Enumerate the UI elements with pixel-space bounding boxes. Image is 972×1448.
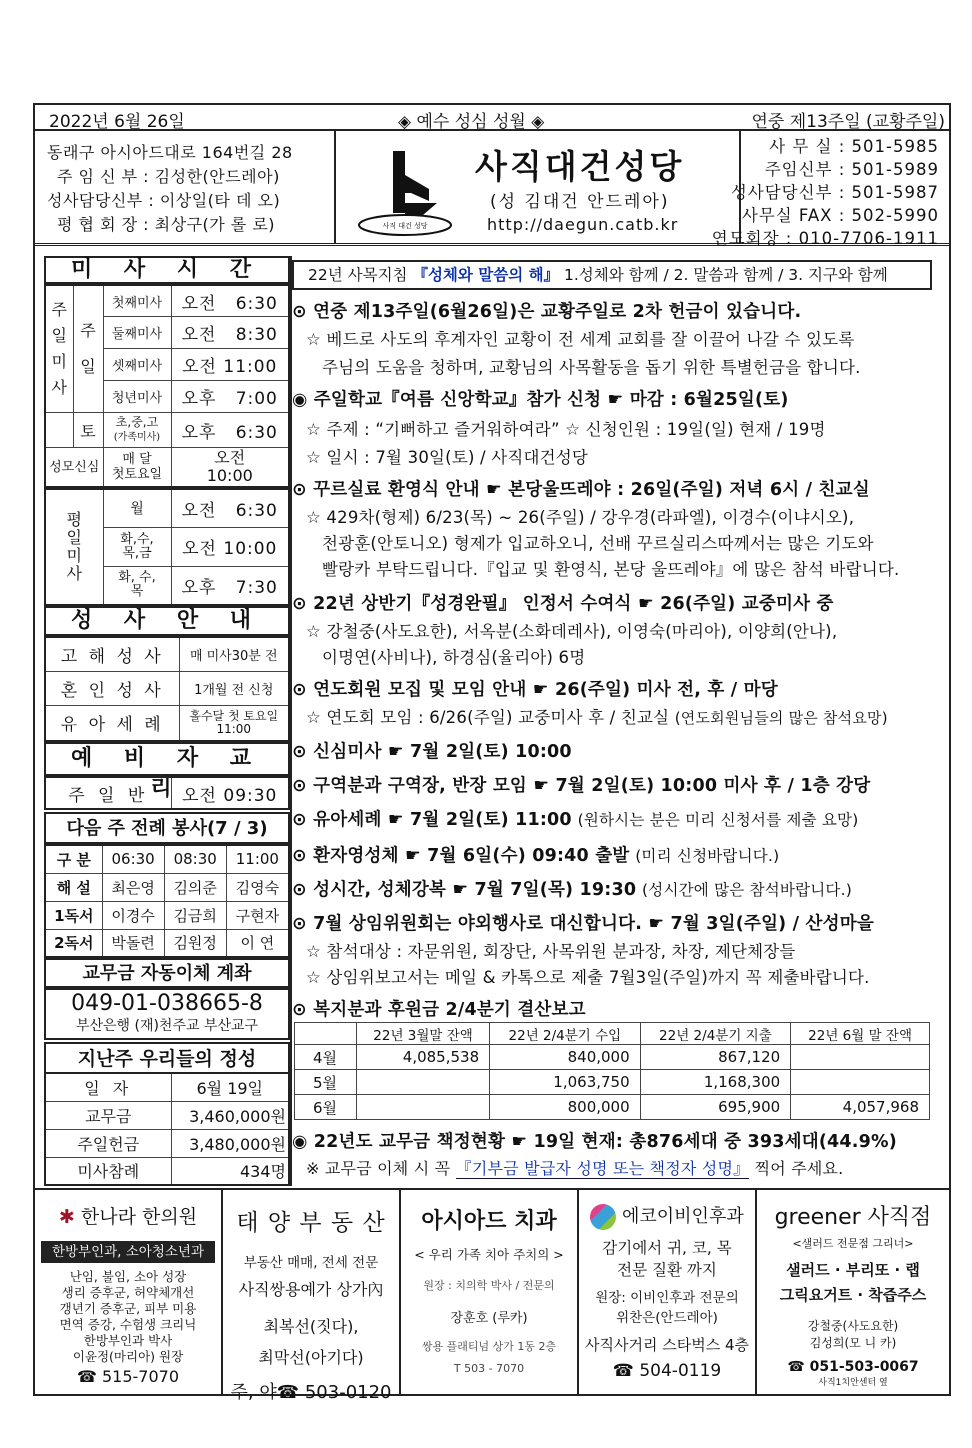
- ad-band: 한방부인과, 소아청소년과: [41, 1241, 215, 1263]
- offering-label: 주일헌금: [45, 1129, 171, 1157]
- mass-time: 오후 6:30: [171, 413, 289, 448]
- welfare-cell: [357, 1095, 490, 1120]
- mass-name: 청년미사: [103, 381, 171, 413]
- catechism-class: 주 일 반: [45, 777, 171, 809]
- top-bar: [35, 105, 949, 131]
- mass-schedule-table: [44, 284, 290, 488]
- mass-time: 오전 8:30: [171, 317, 289, 349]
- mass-time: 오전 10:00: [171, 527, 289, 566]
- ad-line: 난임, 불임, 소아 성장: [69, 1269, 187, 1284]
- ad-line: 생리 증후군, 허약체개선: [61, 1285, 195, 1300]
- server-name: 이경수: [102, 901, 164, 929]
- notices-column: [292, 258, 942, 1188]
- welfare-month: 4월: [295, 1045, 357, 1070]
- ad-line: 사직쌍용예가 상가內: [238, 1280, 384, 1299]
- ad-line: 한방부인과 박사: [83, 1333, 173, 1348]
- welfare-cell: [357, 1070, 490, 1095]
- ad-phone: ☎ 504-0119: [612, 1361, 722, 1381]
- servers-header: 11:00: [226, 845, 289, 873]
- weekday-day: 화,수, 목,금: [103, 527, 171, 566]
- welfare-cell: [791, 1045, 930, 1070]
- welfare-cell: 4,057,968: [791, 1095, 930, 1120]
- notice-title: ⊙ 성시간, 성체강복 ☛ 7월 7일(목) 19:30: [292, 880, 637, 900]
- servers-header: 구 분: [45, 845, 102, 873]
- sacraments-table: [44, 636, 290, 742]
- server-name: 김영숙: [226, 873, 289, 901]
- notice-text: 천광훈(안토니오) 형제가 입교하오니, 선배 꾸르실리스따께서는 많은 기도와: [322, 534, 874, 553]
- welfare-cell: 1,168,300: [640, 1070, 791, 1095]
- ad-title: greener 사직점: [774, 1205, 932, 1230]
- notice-text: [306, 704, 888, 728]
- ad-line: 사직사거리 스타벅스 4층: [585, 1336, 749, 1354]
- notice-title: ⊙ 환자영성체 ☛ 7월 6일(수) 09:40 출발: [292, 846, 630, 866]
- ad-line: 면역 증강, 수험생 크리닉: [59, 1317, 197, 1332]
- notice-text: 주님의 도움을 청하며, 교황님의 사목활동을 돕기 위한 특별헌금을 합니다.: [322, 358, 861, 377]
- sunday-mass-label: 주 일 미 사: [45, 285, 73, 413]
- sacrament-name: 유 아 세 례: [45, 705, 179, 741]
- mass-time: 오후 7:30: [171, 566, 289, 605]
- contact-label: 사무실 FAX: [741, 206, 833, 225]
- sacred-heart-time: 오전 10:00: [171, 448, 289, 487]
- server-name: 박돌련: [102, 929, 164, 957]
- contact-label: 주임신부: [764, 160, 833, 179]
- pastoral-points: 1.성체와 함께 / 2. 말씀과 함께 / 3. 지구와 함께: [564, 266, 888, 284]
- catechism-time: 오전 09:30: [171, 777, 289, 809]
- column-divider: [290, 256, 292, 1186]
- clinic-logo-icon: [590, 1204, 616, 1230]
- sacred-heart-when: 매 달 첫토요일: [103, 448, 171, 487]
- ad-real-estate: [223, 1190, 401, 1403]
- notice-text: ☆ 연도회 모임 : 6/26(주일) 교중미사 후 / 친교실: [306, 708, 670, 727]
- notice-text: ☆ 상임위보고서는 메일 & 카톡으로 제출 7월3일(주일)까지 꼭 제출바랍니다.: [306, 968, 870, 987]
- ad-line: < 우리 가족 치아 주치의 >: [414, 1247, 564, 1262]
- saturday-mass-name: 초,중,고 (가족미사): [103, 413, 171, 448]
- parish-patron: (성 김대건 안드레아): [490, 192, 670, 212]
- mass-time: 오전 6:30: [171, 285, 289, 317]
- welfare-cell: 800,000: [490, 1095, 641, 1120]
- notice-tithe-status: ◉ 22년도 교무금 책정현황 ☛ 19일 현재: 총876세대 중 393세대(44.9%): [292, 1132, 897, 1152]
- offering-label: 미사참례: [45, 1157, 171, 1185]
- server-name: 김원정: [164, 929, 226, 957]
- parish-name: 사직대건성당: [475, 147, 685, 186]
- notice-text: ※ 교무금 이체 시 꼭: [306, 1159, 451, 1178]
- offering-label: 교무금: [45, 1101, 171, 1129]
- staff-role: 주 임 신 부: [57, 167, 138, 186]
- bulletin-date: 2022년 6월 26일: [49, 112, 185, 132]
- notice-text: 빨랑카 부탁드립니다.『입교 및 환영식, 본당 울뜨레야』에 많은 참석 바랍니다.: [322, 560, 900, 579]
- servers-table: [44, 844, 290, 958]
- parish-header: [35, 131, 949, 246]
- staff-name: 최상구(가 롤 로): [154, 215, 276, 234]
- ad-line: 부동산 매매, 전세 전문: [243, 1255, 379, 1271]
- ad-title: 태 양 부 동 산: [236, 1210, 386, 1236]
- liturgical-week: 연중 제13주일 (교황주일): [751, 112, 945, 132]
- contact-phone: 501-5989: [851, 160, 939, 179]
- notice-text: ☆ 베드로 사도의 후계자인 교황이 전 세계 교회를 잘 이끌어 나갈 수 있도록: [306, 330, 855, 349]
- servers-header: 08:30: [164, 845, 226, 873]
- weekday-mass-label: 평 일 미 사: [45, 489, 103, 605]
- sacrament-info: 매 미사30분 전: [179, 637, 289, 671]
- server-name: 김금희: [164, 901, 226, 929]
- ad-oriental-clinic: [35, 1190, 223, 1395]
- contact-phone: 501-5985: [851, 137, 939, 156]
- ad-line: 감기에서 귀, 코, 목: [602, 1239, 732, 1257]
- notice-devotion-mass: ⊙ 신심미사 ☛ 7월 2일(토) 10:00: [292, 742, 572, 762]
- staff-role: 성사담당신부: [47, 191, 143, 210]
- account-bank: 부산은행 (재)천주교 부산교구: [75, 1018, 259, 1034]
- ad-line: 사직1치안센터 옆: [818, 1378, 888, 1388]
- sacraments-title: 성 사 안 내: [44, 606, 290, 636]
- notice-text: 이명연(사비나), 하경심(율리아) 6명: [322, 648, 586, 667]
- notice-text: 찍어 주세요.: [754, 1159, 844, 1178]
- servers-role: 1독서: [45, 901, 102, 929]
- flower-icon: ✱: [58, 1206, 75, 1228]
- welfare-table: [294, 1022, 930, 1120]
- notice-cursillo: ⊙ 꾸르실료 환영식 안내 ☛ 본당울뜨레야 : 26일(주일) 저녁 6시 / 친교실: [292, 480, 870, 500]
- ad-ent-clinic: [579, 1190, 757, 1395]
- server-name: 구현자: [226, 901, 289, 929]
- sacrament-name: 혼 인 성 사: [45, 671, 179, 705]
- ad-line: 원장: 이비인후과 전문의: [595, 1290, 739, 1306]
- sacrament-info: 1개월 전 신청: [179, 671, 289, 705]
- offering-value: 434명: [171, 1157, 289, 1185]
- notice-welfare-report: ⊙ 복지분과 후원금 2/4분기 결산보고: [292, 1000, 586, 1020]
- ad-line: 이윤정(마리아) 원장: [72, 1349, 184, 1364]
- mass-col-spacer: [45, 413, 73, 448]
- parish-url[interactable]: http://daegun.catb.kr: [487, 215, 679, 234]
- mass-time: 오전 6:30: [171, 489, 289, 527]
- account-title: 교무금 자동이체 계좌: [44, 958, 290, 988]
- ad-line: 샐러드 · 부리또 · 랩: [786, 1261, 920, 1279]
- catechism-table: [44, 776, 290, 810]
- offering-label: 일 자: [45, 1073, 171, 1101]
- ad-line: 장훈호 (루카): [450, 1311, 528, 1326]
- ad-line: <샐러드 전문점 그리너>: [792, 1237, 914, 1250]
- parish-logo: [353, 145, 457, 239]
- notice-text: ☆ 일시 : 7월 30일(토) / 사직대건성당: [306, 448, 589, 467]
- contact-label: 연도회장: [711, 229, 780, 248]
- welfare-cell: [791, 1070, 930, 1095]
- server-name: 김의준: [164, 873, 226, 901]
- ad-line: 쌍용 플래티넘 상가 1동 2층: [421, 1340, 557, 1353]
- offering-value: 6월 19일: [171, 1073, 289, 1101]
- mass-name: 둘째미사: [103, 317, 171, 349]
- ad-title: 에코이비인후과: [579, 1202, 755, 1230]
- notice-papal-sunday: ⊙ 연중 제13주일(6월26일)은 교황주일로 2차 헌금이 있습니다.: [292, 302, 802, 322]
- saturday-label: 토: [73, 413, 103, 448]
- logo-text: 사직 대건 성당: [382, 222, 428, 230]
- staff-name: 이상일(타 데 오): [159, 191, 281, 210]
- ad-phone: ☎ 515-7070: [76, 1367, 180, 1386]
- mass-time: 오전 11:00: [171, 349, 289, 381]
- welfare-corner: [295, 1023, 357, 1045]
- pastoral-guideline: [292, 260, 932, 290]
- contact-list: 사 무 실 : 501-5985 주임신부 : 501-5989 성사담당신부 : 501-5987 사무실 FAX : 502-5990 연도회장 : 010-7706-1911: [711, 137, 939, 248]
- ad-title: ✱ 한나라 한의원: [58, 1206, 198, 1228]
- sacrament-info: 홀수달 첫 토요일 11:00: [179, 705, 289, 741]
- notice-tithe-note: [306, 1156, 843, 1179]
- notice-note: (미리 신청바랍니다.): [635, 847, 780, 865]
- ad-lines: [35, 1269, 221, 1365]
- notice-emphasis: 『기부금 발급자 성명 또는 책정자 성명』: [455, 1159, 750, 1178]
- contact-label: 사 무 실: [769, 137, 833, 156]
- ad-line: 전문 질환 까지: [617, 1261, 717, 1279]
- ads-footer: [35, 1188, 949, 1403]
- notice-note: (원하시는 분은 미리 신청서를 제출 요망): [577, 811, 859, 829]
- welfare-cell: 4,085,538: [357, 1045, 490, 1070]
- staff-role: 평 협 회 장: [57, 215, 138, 234]
- sunday-label: 주 일: [73, 285, 103, 413]
- weekday-day: 화, 수, 목: [103, 566, 171, 605]
- contact-label: 성사담당신부: [730, 183, 833, 202]
- ad-dental-clinic: [401, 1190, 579, 1395]
- welfare-header: 22년 2/4분기 지출: [640, 1023, 791, 1045]
- ad-line: T 503 - 7070: [453, 1362, 525, 1375]
- welfare-cell: 1,063,750: [490, 1070, 641, 1095]
- ad-phone: ☎ 051-503-0067: [787, 1359, 919, 1375]
- contact-phone: 010-7706-1911: [798, 229, 939, 248]
- ad-line: 최막선(아기다): [258, 1348, 364, 1367]
- account-number: 049-01-038665-8: [71, 991, 263, 1016]
- parish-address: 동래구 아시아드대로 164번길 28: [47, 143, 293, 162]
- sacred-heart-label: 성모신심: [45, 448, 103, 487]
- servers-title: 다음 주 전례 봉사(7 / 3): [44, 812, 290, 844]
- welfare-header: 22년 3월말 잔액: [357, 1023, 490, 1045]
- catechism-title: 예 비 자 교 리: [44, 742, 290, 776]
- notice-note: (연도회원님들의 많은 참석요망): [674, 709, 888, 727]
- parish-staff: 동래구 아시아드대로 164번길 28 주 임 신 부 : 김성한(안드레아) 성사담당신부 : 이상일(타 데 오) 평 협 회 장 : 최상구(가 롤 로): [47, 143, 293, 234]
- contact-phone: 501-5987: [851, 183, 939, 202]
- ad-line: 위찬은(안드레아): [616, 1310, 718, 1326]
- notice-bible-writing: ⊙ 22년 상반기『성경완필』 인정서 수여식 ☛ 26(주일) 교중미사 중: [292, 594, 834, 614]
- weekday-mass-table: [44, 488, 290, 606]
- account-box: [44, 988, 290, 1040]
- ad-line: 김성희(모 니 카): [809, 1336, 897, 1350]
- ad-line: 최복선(짓다),: [263, 1317, 359, 1336]
- server-name: 이 연: [226, 929, 289, 957]
- notice-holy-hour: [292, 876, 852, 901]
- welfare-cell: 867,120: [640, 1045, 791, 1070]
- ad-salad-shop: [757, 1190, 949, 1395]
- mass-times-title: 미 사 시 간: [44, 256, 290, 284]
- mass-time: 오후 7:00: [171, 381, 289, 413]
- notice-text: ☆ 참석대상 : 자문위원, 회장단, 사목위원 분과장, 차장, 제단체장들: [306, 942, 796, 961]
- ad-phone: 주, 야☎ 503-0120: [230, 1382, 392, 1403]
- pastoral-prefix: 22년 사목지침: [308, 266, 408, 284]
- welfare-header: 22년 2/4분기 수입: [490, 1023, 641, 1045]
- notice-note: (성시간에 많은 참석바랍니다.): [642, 881, 852, 899]
- ad-line: 그릭요거트 · 착즙주스: [779, 1286, 927, 1304]
- mass-name: 셋째미사: [103, 349, 171, 381]
- servers-role: 해 설: [45, 873, 102, 901]
- ad-title: 아시아드 치과: [421, 1209, 557, 1234]
- offering-title: 지난주 우리들의 정성: [44, 1042, 290, 1074]
- welfare-cell: 695,900: [640, 1095, 791, 1120]
- pastoral-theme: 『성체와 말씀의 해』: [412, 266, 560, 284]
- ad-line: 갱년기 증후군, 피부 미용: [59, 1301, 197, 1316]
- notice-standing-committee: ⊙ 7월 상임위원회는 야외행사로 대신합니다. ☛ 7월 3일(주일) / 산성마을: [292, 914, 874, 934]
- notice-title: ⊙ 유아세례 ☛ 7월 2일(토) 11:00: [292, 810, 572, 830]
- mass-name: 첫째미사: [103, 285, 171, 317]
- notice-sick-communion: [292, 842, 779, 867]
- offering-value: 3,460,000원: [171, 1101, 289, 1129]
- weekday-day: 월: [103, 489, 171, 527]
- notice-summer-school: ◉ 주일학교『여름 신앙학교』참가 신청 ☛ 마감 : 6월25일(토): [292, 390, 789, 410]
- notice-text: ☆ 강철중(사도요한), 서옥분(소화데레사), 이영숙(마리아), 이양희(안나),: [306, 622, 838, 641]
- notice-memorial-society: ⊙ 연도회원 모집 및 모임 안내 ☛ 26(주일) 미사 전, 후 / 마당: [292, 680, 778, 700]
- liturgical-month: ◈ 예수 성심 성월 ◈: [398, 112, 545, 132]
- servers-header: 06:30: [102, 845, 164, 873]
- welfare-header: 22년 6월 말 잔액: [791, 1023, 930, 1045]
- notice-text: ☆ 429차(형제) 6/23(목) ~ 26(주일) / 강우경(라파엘), 이경수(이냐시오),: [306, 508, 855, 527]
- welfare-month: 6월: [295, 1095, 357, 1120]
- staff-name: 김성한(안드레아): [154, 167, 280, 186]
- servers-role: 2독서: [45, 929, 102, 957]
- welfare-month: 5월: [295, 1070, 357, 1095]
- welfare-cell: 840,000: [490, 1045, 641, 1070]
- server-name: 최은영: [102, 873, 164, 901]
- offering-value: 3,480,000원: [171, 1129, 289, 1157]
- notice-infant-baptism: [292, 806, 858, 831]
- sacrament-name: 고 해 성 사: [45, 637, 179, 671]
- notice-district-meeting: ⊙ 구역분과 구역장, 반장 모임 ☛ 7월 2일(토) 10:00 미사 후 / 1층 강당: [292, 776, 871, 796]
- ad-line: 강철중(사도요한): [807, 1319, 899, 1333]
- notice-text: ☆ 주제 : “기뻐하고 즐거워하여라” ☆ 신청인원 : 19일(일) 현재 / 19명: [306, 420, 826, 439]
- contact-phone: 502-5990: [851, 206, 939, 225]
- ad-line: 원장 : 치의학 박사 / 전문의: [423, 1279, 555, 1292]
- offering-table: [44, 1072, 290, 1186]
